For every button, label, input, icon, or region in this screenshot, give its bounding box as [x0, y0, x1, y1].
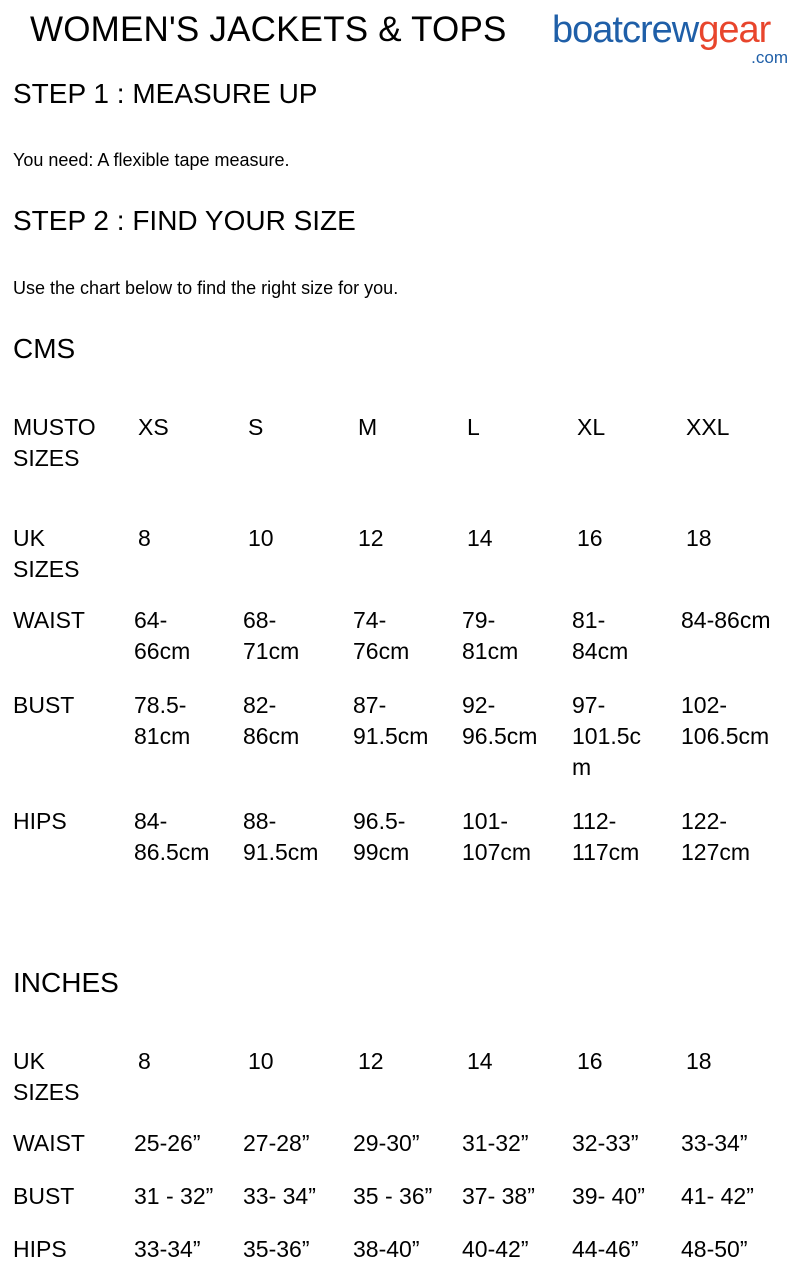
size-cell: XXL: [686, 414, 730, 440]
row-label: BUST: [13, 1183, 75, 1209]
measurement-cell: 102-106.5cm: [681, 692, 770, 749]
measurement-cell: 84-86cm: [681, 607, 771, 633]
measurement-cell: 35-36”: [243, 1236, 310, 1262]
measurement-cell: 48-50”: [681, 1236, 748, 1262]
measurement-cell: 96.5-99cm: [353, 808, 410, 865]
size-cell: 16: [577, 525, 603, 551]
measurement-cell: 40-42”: [462, 1236, 529, 1262]
measurement-cell: 64-66cm: [134, 607, 191, 664]
measurement-cell: 82-86cm: [243, 692, 300, 749]
step2-text: Use the chart below to find the right size for you.: [13, 278, 399, 298]
step1-text: You need: A flexible tape measure.: [13, 150, 290, 170]
row-label: HIPS: [13, 808, 67, 834]
measurement-cell: 92-96.5cm: [462, 692, 538, 749]
logo-wordmark: boatcrewgear: [552, 9, 771, 51]
measurement-cell: 79-81cm: [462, 607, 519, 664]
measurement-cell: 84-86.5cm: [134, 808, 210, 865]
row-label: UK SIZES: [13, 1048, 80, 1105]
measurement-cell: 78.5-81cm: [134, 692, 191, 749]
size-cell: XS: [138, 414, 169, 440]
measurement-cell: 27-28”: [243, 1130, 310, 1156]
measurement-cell: 68-71cm: [243, 607, 300, 664]
measurement-cell: 25-26”: [134, 1130, 201, 1156]
measurement-cell: 39- 40”: [572, 1183, 645, 1209]
step2-heading: STEP 2 : FIND YOUR SIZE: [13, 205, 356, 236]
measurement-cell: 81-84cm: [572, 607, 629, 664]
size-cell: 16: [577, 1048, 603, 1074]
row-label: WAIST: [13, 1130, 85, 1156]
row-label: MUSTO SIZES: [13, 414, 96, 471]
row-label: WAIST: [13, 607, 85, 633]
row-label: BUST: [13, 692, 75, 718]
measurement-cell: 32-33”: [572, 1130, 639, 1156]
measurement-cell: 38-40”: [353, 1236, 420, 1262]
measurement-cell: 87-91.5cm: [353, 692, 429, 749]
size-cell: 18: [686, 1048, 712, 1074]
measurement-cell: 33-34”: [681, 1130, 748, 1156]
size-cell: 12: [358, 525, 384, 551]
measurement-cell: 33- 34”: [243, 1183, 316, 1209]
measurement-cell: 97-101.5cm: [572, 692, 642, 780]
measurement-cell: 37- 38”: [462, 1183, 535, 1209]
measurement-cell: 31 - 32”: [134, 1183, 214, 1209]
size-cell: XL: [577, 414, 606, 440]
size-cell: S: [248, 414, 264, 440]
measurement-cell: 33-34”: [134, 1236, 201, 1262]
size-cell: 18: [686, 525, 712, 551]
page-title: WOMEN'S JACKETS & TOPS: [30, 10, 507, 49]
measurement-cell: 29-30”: [353, 1130, 420, 1156]
measurement-cell: 44-46”: [572, 1236, 639, 1262]
cms-section-title: CMS: [13, 333, 76, 364]
size-cell: M: [358, 414, 378, 440]
size-cell: 12: [358, 1048, 384, 1074]
measurement-cell: 74-76cm: [353, 607, 410, 664]
measurement-cell: 31-32”: [462, 1130, 529, 1156]
measurement-cell: 88-91.5cm: [243, 808, 319, 865]
row-label: HIPS: [13, 1236, 67, 1262]
size-cell: 10: [248, 525, 274, 551]
step1-heading: STEP 1 : MEASURE UP: [13, 78, 318, 109]
measurement-cell: 112-117cm: [572, 808, 640, 865]
measurement-cell: 35 - 36”: [353, 1183, 433, 1209]
size-cell: 8: [138, 1048, 151, 1074]
size-cell: 14: [467, 525, 493, 551]
size-cell: 8: [138, 525, 151, 551]
size-cell: 14: [467, 1048, 493, 1074]
row-label: UK SIZES: [13, 525, 80, 582]
measurement-cell: 122-127cm: [681, 808, 751, 865]
measurement-cell: 41- 42”: [681, 1183, 754, 1209]
brand-logo[interactable]: [552, 8, 792, 70]
size-cell: L: [467, 414, 480, 440]
size-cell: 10: [248, 1048, 274, 1074]
inches-section-title: INCHES: [13, 967, 119, 998]
logo-domain: .com: [751, 48, 788, 67]
measurement-cell: 101-107cm: [462, 808, 532, 865]
